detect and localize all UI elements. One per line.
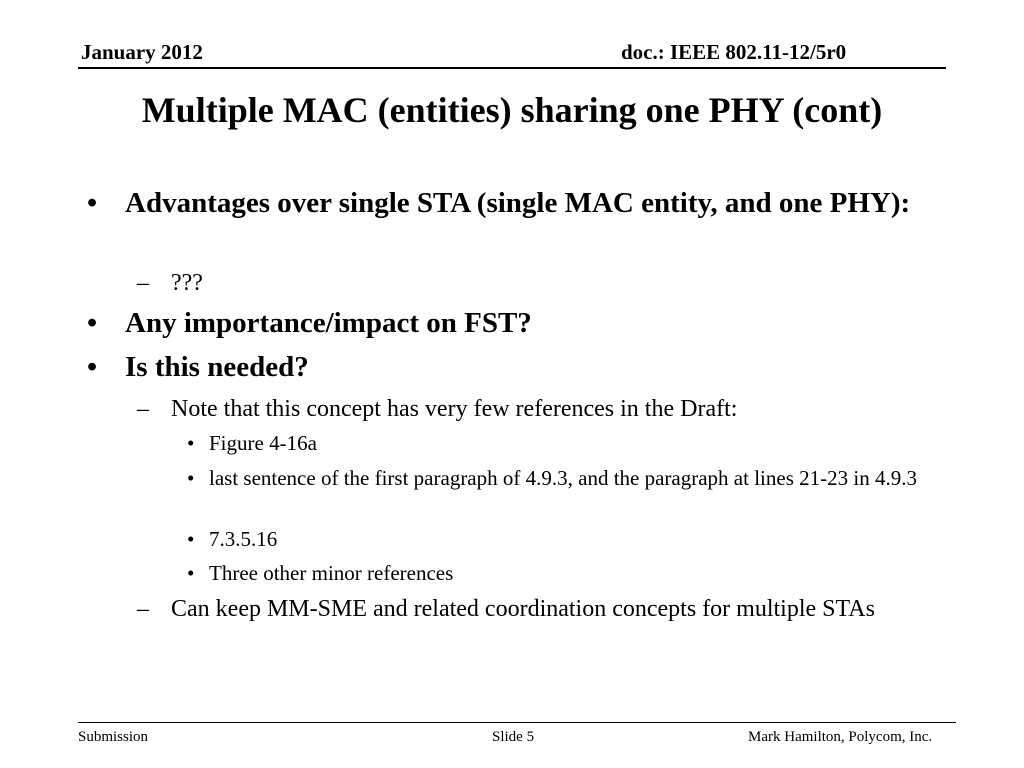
bullet-text: Any importance/impact on FST? [125,307,532,339]
ref-text: 7.3.5.16 [209,527,278,551]
sub-bullet-text: ??? [171,270,203,296]
bullet-text: Advantages over single STA (single MAC entity, and one PHY): [125,187,911,219]
sub-bullet-mm-sme [137,594,951,624]
bullet-fst-impact [87,306,925,340]
dash-marker: – [137,270,149,296]
footer-author: Mark Hamilton, Polycom, Inc. [748,729,933,745]
ref-text: Figure 4-16a [209,431,317,455]
bullet-marker: • [187,527,195,551]
header-rule [78,67,946,69]
ref-text: Three other minor references [209,561,454,585]
sub-bullet-references-note [137,394,951,424]
bullet-needed [87,350,925,384]
sub-bullet-text: Note that this concept has very few references in the Draft: [171,396,738,422]
ref-paragraph [187,465,939,491]
header-doc-id: doc.: IEEE 802.11-12/5r0 [621,40,847,64]
bullet-marker: • [187,561,195,585]
bullet-advantages [87,186,925,220]
ref-minor [187,560,939,586]
sub-bullet-unknown [137,268,951,298]
header-date: January 2012 [81,40,203,64]
bullet-marker: • [87,307,98,339]
footer-slide-number: Slide 5 [492,729,535,745]
ref-clause [187,526,939,552]
bullet-text: Is this needed? [125,351,309,383]
footer-submission: Submission [78,729,149,745]
bullet-marker: • [87,187,98,219]
ref-text: last sentence of the first paragraph of 4.9.3, and the paragraph at lines 21-23 in 4.9.3 [209,466,917,490]
ref-figure [187,430,939,456]
bullet-marker: • [187,466,195,490]
dash-marker: – [137,396,149,422]
slide-title: Multiple MAC (entities) sharing one PHY (cont) [141,90,883,130]
dash-marker: – [137,596,149,622]
sub-bullet-text: Can keep MM-SME and related coordination concepts for multiple STAs [171,596,875,622]
footer-rule [78,722,956,723]
bullet-marker: • [87,351,98,383]
bullet-marker: • [187,431,195,455]
